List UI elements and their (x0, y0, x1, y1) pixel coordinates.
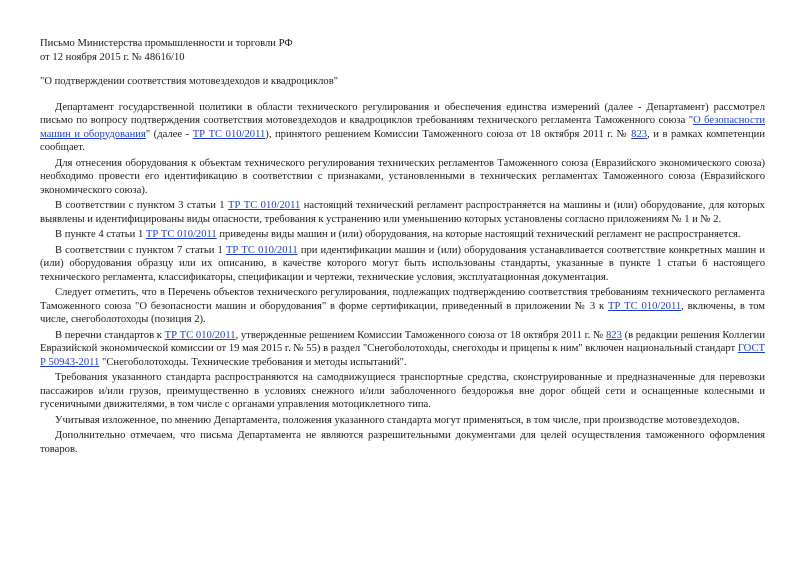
link-tr-ts-010-2011[interactable]: ТР ТС 010/2011 (145, 229, 217, 240)
paragraph-text: , утвержденные решением Комиссии Таможенного союза от 18 октября 2011 г. № (235, 329, 606, 341)
paragraph-text: В соответствии с пунктом 3 статьи 1 (55, 200, 228, 211)
paragraph-10: Дополнительно отмечаем, что письма Департамента не являются разрешительными документами для целей осуществления таможенного оформления товаров. (40, 430, 765, 455)
link-regulation-title[interactable]: О безопасности машин и оборудования (40, 115, 765, 140)
paragraph-text: В соответствии с пунктом 7 статьи 1 (55, 244, 226, 256)
paragraph-8: Требования указанного стандарта распространяются на самодвижущиеся транспортные средства, сконструированные и предназначенные для перевозки пассажиров и/или грузов, преимущественно в условиях снежного и/или заболоченного бездорожья вне дорог общей сети и оснащенные колесными и гусеничными движителями, в том числе с органами управления мотоциклетного типа. (40, 372, 765, 410)
link-tr-ts-010-2011[interactable]: ТР ТС 010/2011 (164, 329, 236, 341)
link-tr-ts-010-2011[interactable]: ТР ТС 010/2011 (227, 200, 301, 211)
link-tr-ts-010-2011[interactable]: ТР ТС 010/2011 (225, 244, 298, 256)
link-decision-823[interactable]: 823 (605, 329, 622, 341)
paragraph-1 (40, 101, 765, 155)
paragraph-text: приведены виды машин и (или) оборудования, на которые настоящий технический регламент не распространяется. (216, 229, 741, 240)
paragraph-5 (40, 244, 765, 285)
paragraph-4 (40, 228, 765, 242)
paragraph-text: Следует отметить, что в Перечень объектов технического регулирования, подлежащих подтверждению соответствия требованиям технического регламента Таможенного союза "О безопасности машин и оборудования" в форме сертификации, приведенный в приложении № 3 к (40, 287, 765, 312)
link-gost-r-50943-2011[interactable]: ГОСТ Р 50943-2011 (40, 343, 765, 368)
paragraph-9: Учитывая изложенное, по мнению Департамента, положения указанного стандарта могут применяться, в том числе, при производстве мотовездеходов. (55, 414, 740, 426)
paragraph-text: " (далее - (145, 128, 193, 140)
paragraph-text: настоящий технический регламент распространяется на машины и (или) оборудование, для которых выявлены и идентифицированы виды опасности, требования к устранению или уменьшению которых установлены согласно приложениям № 1 и № 2. (40, 200, 765, 225)
letter-subject: "О подтверждении соответствия мотовездеходов и квадроциклов" (40, 76, 339, 87)
paragraph-text: , и в рамках компетенции сообщает. (40, 128, 766, 153)
link-tr-ts-010-2011[interactable]: ТР ТС 010/2011 (192, 128, 266, 140)
paragraph-2: Для отнесения оборудования к объектам технического регулирования технических регламентов Таможенного союза (Евразийского экономического союза) необходимо провести его идентификацию в соответствии с признаками, установленными в технических регламентах Таможенного союза (Евразийского экономического союза). (40, 157, 765, 196)
paragraph-3 (40, 199, 765, 226)
link-tr-ts-010-2011[interactable]: ТР ТС 010/2011 (607, 300, 682, 312)
paragraph-text: при идентификации машин и (или) оборудования устанавливается соответствие конкретных машин и (или) оборудования образцу или их описанию, в качестве которого могут быть использованы стандарты, указанные в пункте 1 статьи 6 настоящего технического регламента, классификаторы, спецификации и чертежи, технические условия, эксплуатационная документация. (40, 244, 765, 283)
paragraph-text: ), принятого решением Комиссии Таможенного союза от 18 октября 2011 г. № (265, 128, 632, 140)
paragraph-6 (40, 286, 765, 327)
paragraph-text: В пункте 4 статьи 1 (55, 229, 146, 240)
letter-title: Письмо Министерства промышленности и торговли РФ (40, 38, 293, 49)
paragraph-text: (в редакции решения Коллегии Евразийской экономической комиссии от 19 мая 2015 г. № 55) в раздел "Снегоболотоходы, снегоходы и прицепы к ним" включен национальный стандарт (40, 329, 766, 354)
paragraph-text: Департамент государственной политики в области технического регулирования и обеспечения единства измерений (далее - Департамент) рассмотрел письмо по вопросу подтверждения соответствия мотовездеходов и квадроциклов требованиям технического регламента Таможенного союза " (40, 101, 765, 126)
link-decision-823[interactable]: 823 (631, 128, 648, 140)
document-body (40, 37, 765, 458)
paragraph-text: В перечни стандартов к (55, 329, 165, 341)
letter-date-number: от 12 ноября 2015 г. № 48616/10 (40, 51, 185, 63)
paragraph-text: , включены, в том числе, снегоболотоходы (позиция 2). (40, 300, 765, 325)
paragraph-7 (40, 329, 765, 370)
paragraph-text: "Снегоболотоходы. Технические требования и методы испытаний". (99, 356, 407, 368)
